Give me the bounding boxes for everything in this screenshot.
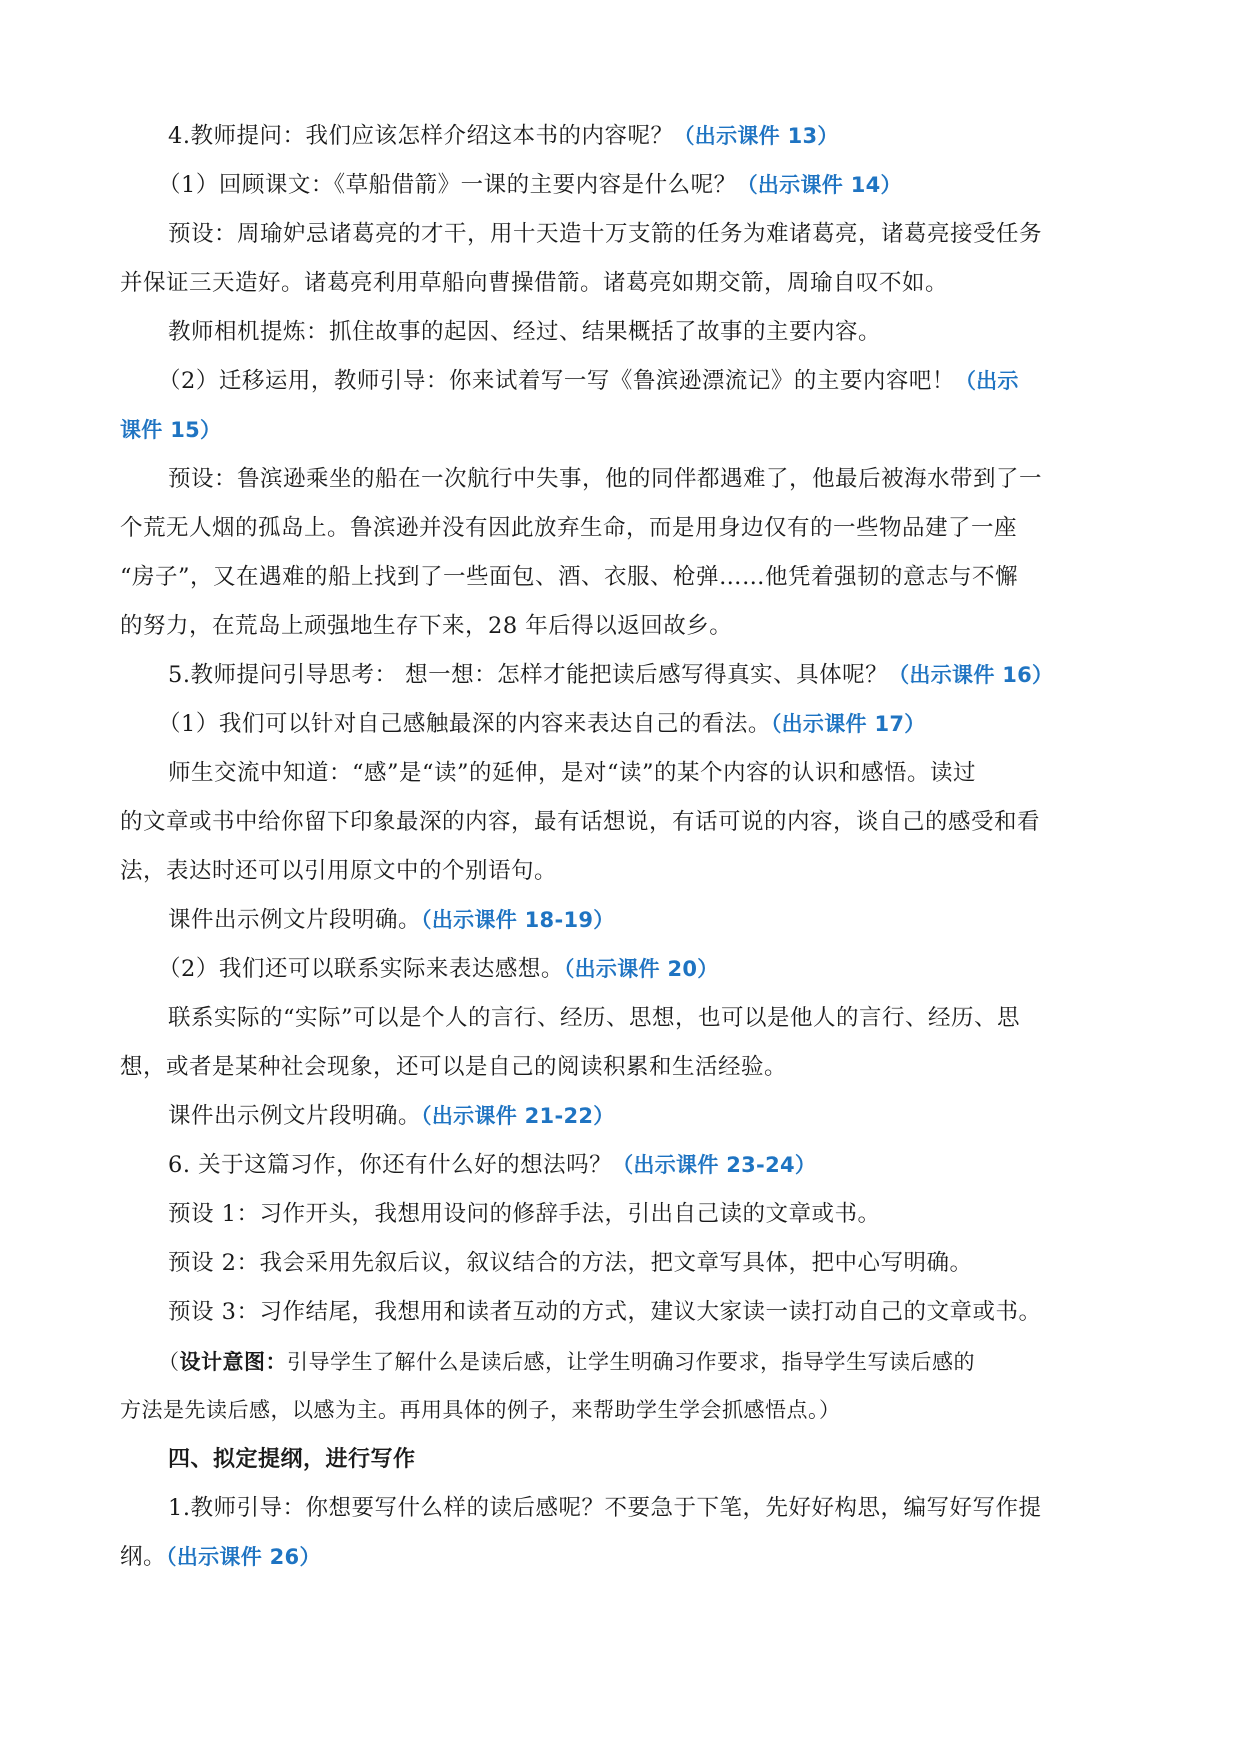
design-intent-line2 [120,1386,1122,1435]
courseware-cue: （出示课件 26） [166,1545,321,1569]
paragraph-preset-2-line3 [120,553,1122,602]
paragraph-text: 个荒无人烟的孤岛上。鲁滨逊并没有因此放弃生命，而是用身边仅有的一些物品建了一座 [120,515,1018,541]
design-intent-line1 [120,1337,1122,1386]
paragraph-transfer-line1 [120,357,1122,406]
section-heading: 四、拟定提纲，进行写作 [168,1447,416,1472]
paragraph-preset-2-line1 [120,455,1122,504]
paragraph-text: 5.教师提问引导思考： 想一想：怎样才能把读后感写得真实、具体呢？ [168,662,889,688]
paragraph-text: 预设 3：习作结尾，我想用和读者互动的方式，建议大家读一读打动自己的文章或书。 [168,1299,1042,1325]
paragraph-text: 预设 2：我会采用先叙后议，叙议结合的方法，把文章写具体，把中心写明确。 [168,1250,973,1276]
paragraph-guide-line1 [120,1484,1122,1533]
paragraph-example-2 [120,1092,1122,1141]
paragraph-text: 并保证三天造好。诸葛亮利用草船向曹操借箭。诸葛亮如期交箭，周瑜自叹不如。 [120,270,949,296]
paren-open: （ [158,1350,180,1374]
paragraph-guide-line2 [120,1533,1122,1582]
courseware-cue: （出示课件 21-22） [421,1104,615,1128]
paragraph-text: 引导学生了解什么是读后感，让学生明确习作要求，指导学生写读后感的 [287,1350,975,1374]
paragraph-text: 1.教师引导：你想要写什么样的读后感呢？不要急于下笔，先好好构思，编写好写作提 [168,1495,1042,1521]
paragraph-text: 纲。 [120,1544,167,1570]
paragraph-transfer-line2 [120,406,1122,455]
paragraph-text: 预设：周瑜妒忌诸葛亮的才干，用十天造十万支箭的任务为难诸葛亮，诸葛亮接受任务 [168,221,1043,247]
paragraph-review [120,161,1122,210]
courseware-cue: （出示课件 23-24） [612,1153,817,1177]
courseware-cue: （出示 [954,369,1019,393]
paragraph-text: “房子”，又在遇难的船上找到了一些面包、酒、衣服、枪弹……他凭着强韧的意志与不懈 [120,564,1019,590]
paragraph-preset-1-line2 [120,259,1122,308]
courseware-cue: 课件 15） [120,418,222,442]
paragraph-preset-2-line2 [120,504,1122,553]
paragraph-text: （1）回顾课文：《草船借箭》一课的主要内容是什么呢？ [158,172,737,198]
paragraph-preset-a [120,1190,1122,1239]
paragraph-text: 想，或者是某种社会现象，还可以是自己的阅读积累和生活经验。 [120,1054,788,1080]
courseware-cue: （出示课件 13） [673,124,839,148]
paragraph-preset-1-line1 [120,210,1122,259]
paragraph-reality-line1 [120,994,1122,1043]
paragraph-exchange-line2 [120,798,1122,847]
paragraph-6 [120,1141,1122,1190]
paragraph-text: （2）我们还可以联系实际来表达感想。 [158,956,564,982]
paragraph-text: 预设 1：习作开头，我想用设问的修辞手法，引出自己读的文章或书。 [168,1201,881,1227]
paragraph-5 [120,651,1122,700]
paragraph-reality-line2 [120,1043,1122,1092]
paragraph-text: （1）我们可以针对自己感触最深的内容来表达自己的看法。 [158,711,771,737]
paragraph-text: 教师相机提炼：抓住故事的起因、经过、结果概括了故事的主要内容。 [168,319,882,345]
design-intent-label: 设计意图： [179,1349,287,1374]
paragraph-text: 课件出示例文片段明确。 [168,1103,422,1129]
paragraph-text: 预设：鲁滨逊乘坐的船在一次航行中失事，他的同伴都遇难了，他最后被海水带到了一 [168,466,1043,492]
paragraph-4 [120,112,1122,161]
paragraph-text: 的努力，在荒岛上顽强地生存下来，28 年后得以返回故乡。 [120,613,733,639]
paragraph-text: 的文章或书中给你留下印象最深的内容，最有话想说，有话可说的内容，谈自己的感受和看 [120,809,1041,835]
paragraph-exchange-line1 [120,749,1122,798]
paragraph-preset-2-line4 [120,602,1122,651]
paragraph-refine [120,308,1122,357]
document-page [120,112,1122,1582]
paragraph-text: （2）迁移运用，教师引导：你来试着写一写《鲁滨逊漂流记》的主要内容吧！ [158,368,955,394]
paragraph-text: 师生交流中知道：“感”是“读”的延伸，是对“读”的某个内容的认识和感悟。读过 [168,760,977,786]
paragraph-5-2 [120,945,1122,994]
paragraph-exchange-line3 [120,847,1122,896]
courseware-cue: （出示课件 14） [736,173,902,197]
paragraph-preset-b [120,1239,1122,1288]
paragraph-example-1 [120,896,1122,945]
paragraph-text: 6. 关于这篇习作，你还有什么好的想法吗？ [168,1152,613,1178]
paragraph-text: 法，表达时还可以引用原文中的个别语句。 [120,858,558,884]
courseware-cue: （出示课件 17） [770,712,926,736]
paragraph-text: 联系实际的“实际”可以是个人的言行、经历、思想，也可以是他人的言行、经历、思 [168,1005,1021,1031]
paragraph-text: 4.教师提问：我们应该怎样介绍这本书的内容呢？ [168,123,674,149]
courseware-cue: （出示课件 18-19） [421,908,615,932]
paragraph-5-1 [120,700,1122,749]
courseware-cue: （出示课件 20） [563,957,719,981]
paragraph-text: 课件出示例文片段明确。 [168,907,422,933]
paragraph-preset-c [120,1288,1122,1337]
courseware-cue: （出示课件 16） [888,663,1054,687]
paragraph-text: 方法是先读后感，以感为主。再用具体的例子，来帮助学生学会抓感悟点。） [120,1398,841,1422]
